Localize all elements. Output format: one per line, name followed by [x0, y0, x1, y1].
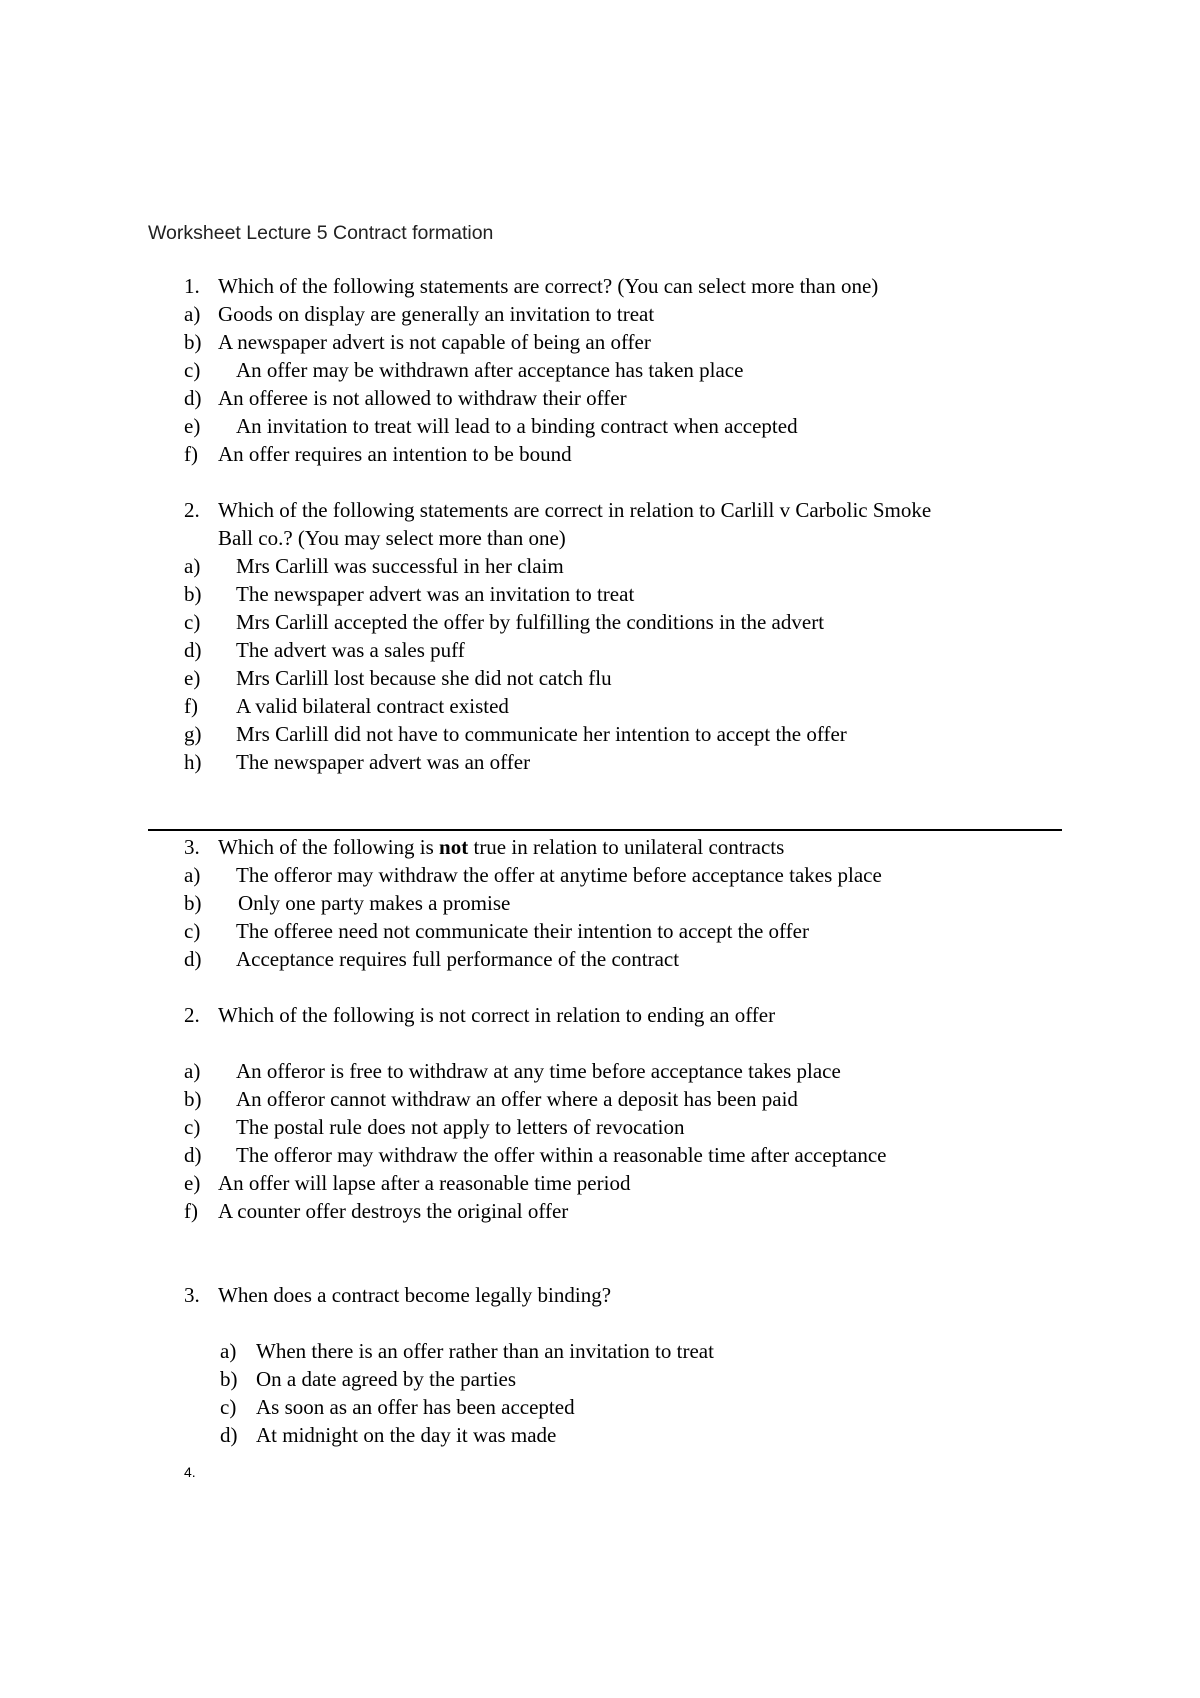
option-label: f) — [184, 1199, 198, 1223]
option-text: Only one party makes a promise — [238, 891, 511, 915]
option-text: A newspaper advert is not capable of being an offer — [218, 330, 651, 354]
option-label: e) — [184, 1171, 201, 1195]
horizontal-divider — [148, 829, 1062, 831]
option-label: a) — [184, 1059, 201, 1083]
option-text: Mrs Carlill accepted the offer by fulfilling the conditions in the advert — [236, 610, 825, 634]
question-number: 1. — [184, 274, 200, 298]
option-text: An invitation to treat will lead to a binding contract when accepted — [236, 414, 798, 438]
question-text: Which of the following is not correct in relation to ending an offer — [218, 1003, 776, 1027]
option-text: Mrs Carlill did not have to communicate her intention to accept the offer — [236, 722, 847, 746]
option-text: The postal rule does not apply to letters of revocation — [236, 1115, 685, 1139]
option-text: An offer may be withdrawn after acceptance has taken place — [236, 358, 744, 382]
option-text: The newspaper advert was an invitation to treat — [236, 582, 635, 606]
question-number: 3. — [184, 1283, 200, 1307]
option-label: h) — [184, 750, 202, 774]
option-label: g) — [184, 722, 202, 746]
option-text: At midnight on the day it was made — [256, 1423, 557, 1447]
question-number: 2. — [184, 498, 200, 522]
option-text: An offeror cannot withdraw an offer where a deposit has been paid — [236, 1087, 798, 1111]
option-text: The offeror may withdraw the offer at anytime before acceptance takes place — [236, 863, 882, 887]
question-text-emphasis: not — [439, 835, 469, 859]
option-text: An offeree is not allowed to withdraw their offer — [218, 386, 627, 410]
option-text: Acceptance requires full performance of the contract — [236, 947, 680, 971]
option-label: c) — [184, 1115, 201, 1139]
option-text: An offer requires an intention to be bound — [218, 442, 572, 466]
option-text: An offer will lapse after a reasonable time period — [218, 1171, 631, 1195]
option-label: c) — [184, 919, 201, 943]
option-label: c) — [184, 610, 201, 634]
option-text: Goods on display are generally an invitation to treat — [218, 302, 655, 326]
option-text: On a date agreed by the parties — [256, 1367, 517, 1391]
question-text-line-1: Which of the following statements are correct in relation to Carlill v Carbolic Smoke — [218, 498, 932, 522]
question-text-end: true in relation to unilateral contracts — [468, 835, 785, 859]
option-label: b) — [184, 1087, 202, 1111]
option-label: f) — [184, 694, 198, 718]
option-label: e) — [184, 414, 201, 438]
option-label: c) — [220, 1395, 237, 1419]
option-text: Mrs Carlill was successful in her claim — [236, 554, 564, 578]
option-label: b) — [220, 1367, 238, 1391]
option-label: e) — [184, 666, 201, 690]
option-text: The offeror may withdraw the offer within a reasonable time after acceptance — [236, 1143, 887, 1167]
option-label: a) — [184, 302, 201, 326]
option-text: The advert was a sales puff — [236, 638, 465, 662]
option-text: A counter offer destroys the original offer — [218, 1199, 569, 1223]
question-number: 2. — [184, 1003, 200, 1027]
question-text — [218, 833, 784, 861]
option-label: d) — [184, 638, 202, 662]
question-6-number: 4. — [184, 1464, 196, 1480]
option-label: b) — [184, 582, 202, 606]
option-label: b) — [184, 891, 202, 915]
option-text: The newspaper advert was an offer — [236, 750, 531, 774]
option-text: As soon as an offer has been accepted — [256, 1395, 575, 1419]
option-text: When there is an offer rather than an invitation to treat — [256, 1339, 714, 1363]
question-text: When does a contract become legally binding? — [218, 1283, 612, 1307]
option-label: f) — [184, 442, 198, 466]
question-text-start: Which of the following is — [218, 835, 440, 859]
option-label: c) — [184, 358, 201, 382]
option-label: a) — [220, 1339, 237, 1363]
option-label: d) — [184, 947, 202, 971]
option-label: a) — [184, 554, 201, 578]
question-text-line-2: Ball co.? (You may select more than one) — [218, 526, 566, 550]
option-label: b) — [184, 330, 202, 354]
option-label: a) — [184, 863, 201, 887]
option-text: An offeror is free to withdraw at any time before acceptance takes place — [236, 1059, 841, 1083]
option-label: d) — [220, 1423, 238, 1447]
question-number: 3. — [184, 835, 200, 859]
question-2-continued — [218, 524, 566, 552]
option-text: Mrs Carlill lost because she did not catch flu — [236, 666, 612, 690]
question-text: Which of the following statements are correct? (You can select more than one) — [218, 274, 879, 298]
page-title: Worksheet Lecture 5 Contract formation — [148, 222, 494, 244]
option-text: The offeree need not communicate their intention to accept the offer — [236, 919, 809, 943]
option-label: d) — [184, 386, 202, 410]
option-label: d) — [184, 1143, 202, 1167]
option-text: A valid bilateral contract existed — [236, 694, 509, 718]
